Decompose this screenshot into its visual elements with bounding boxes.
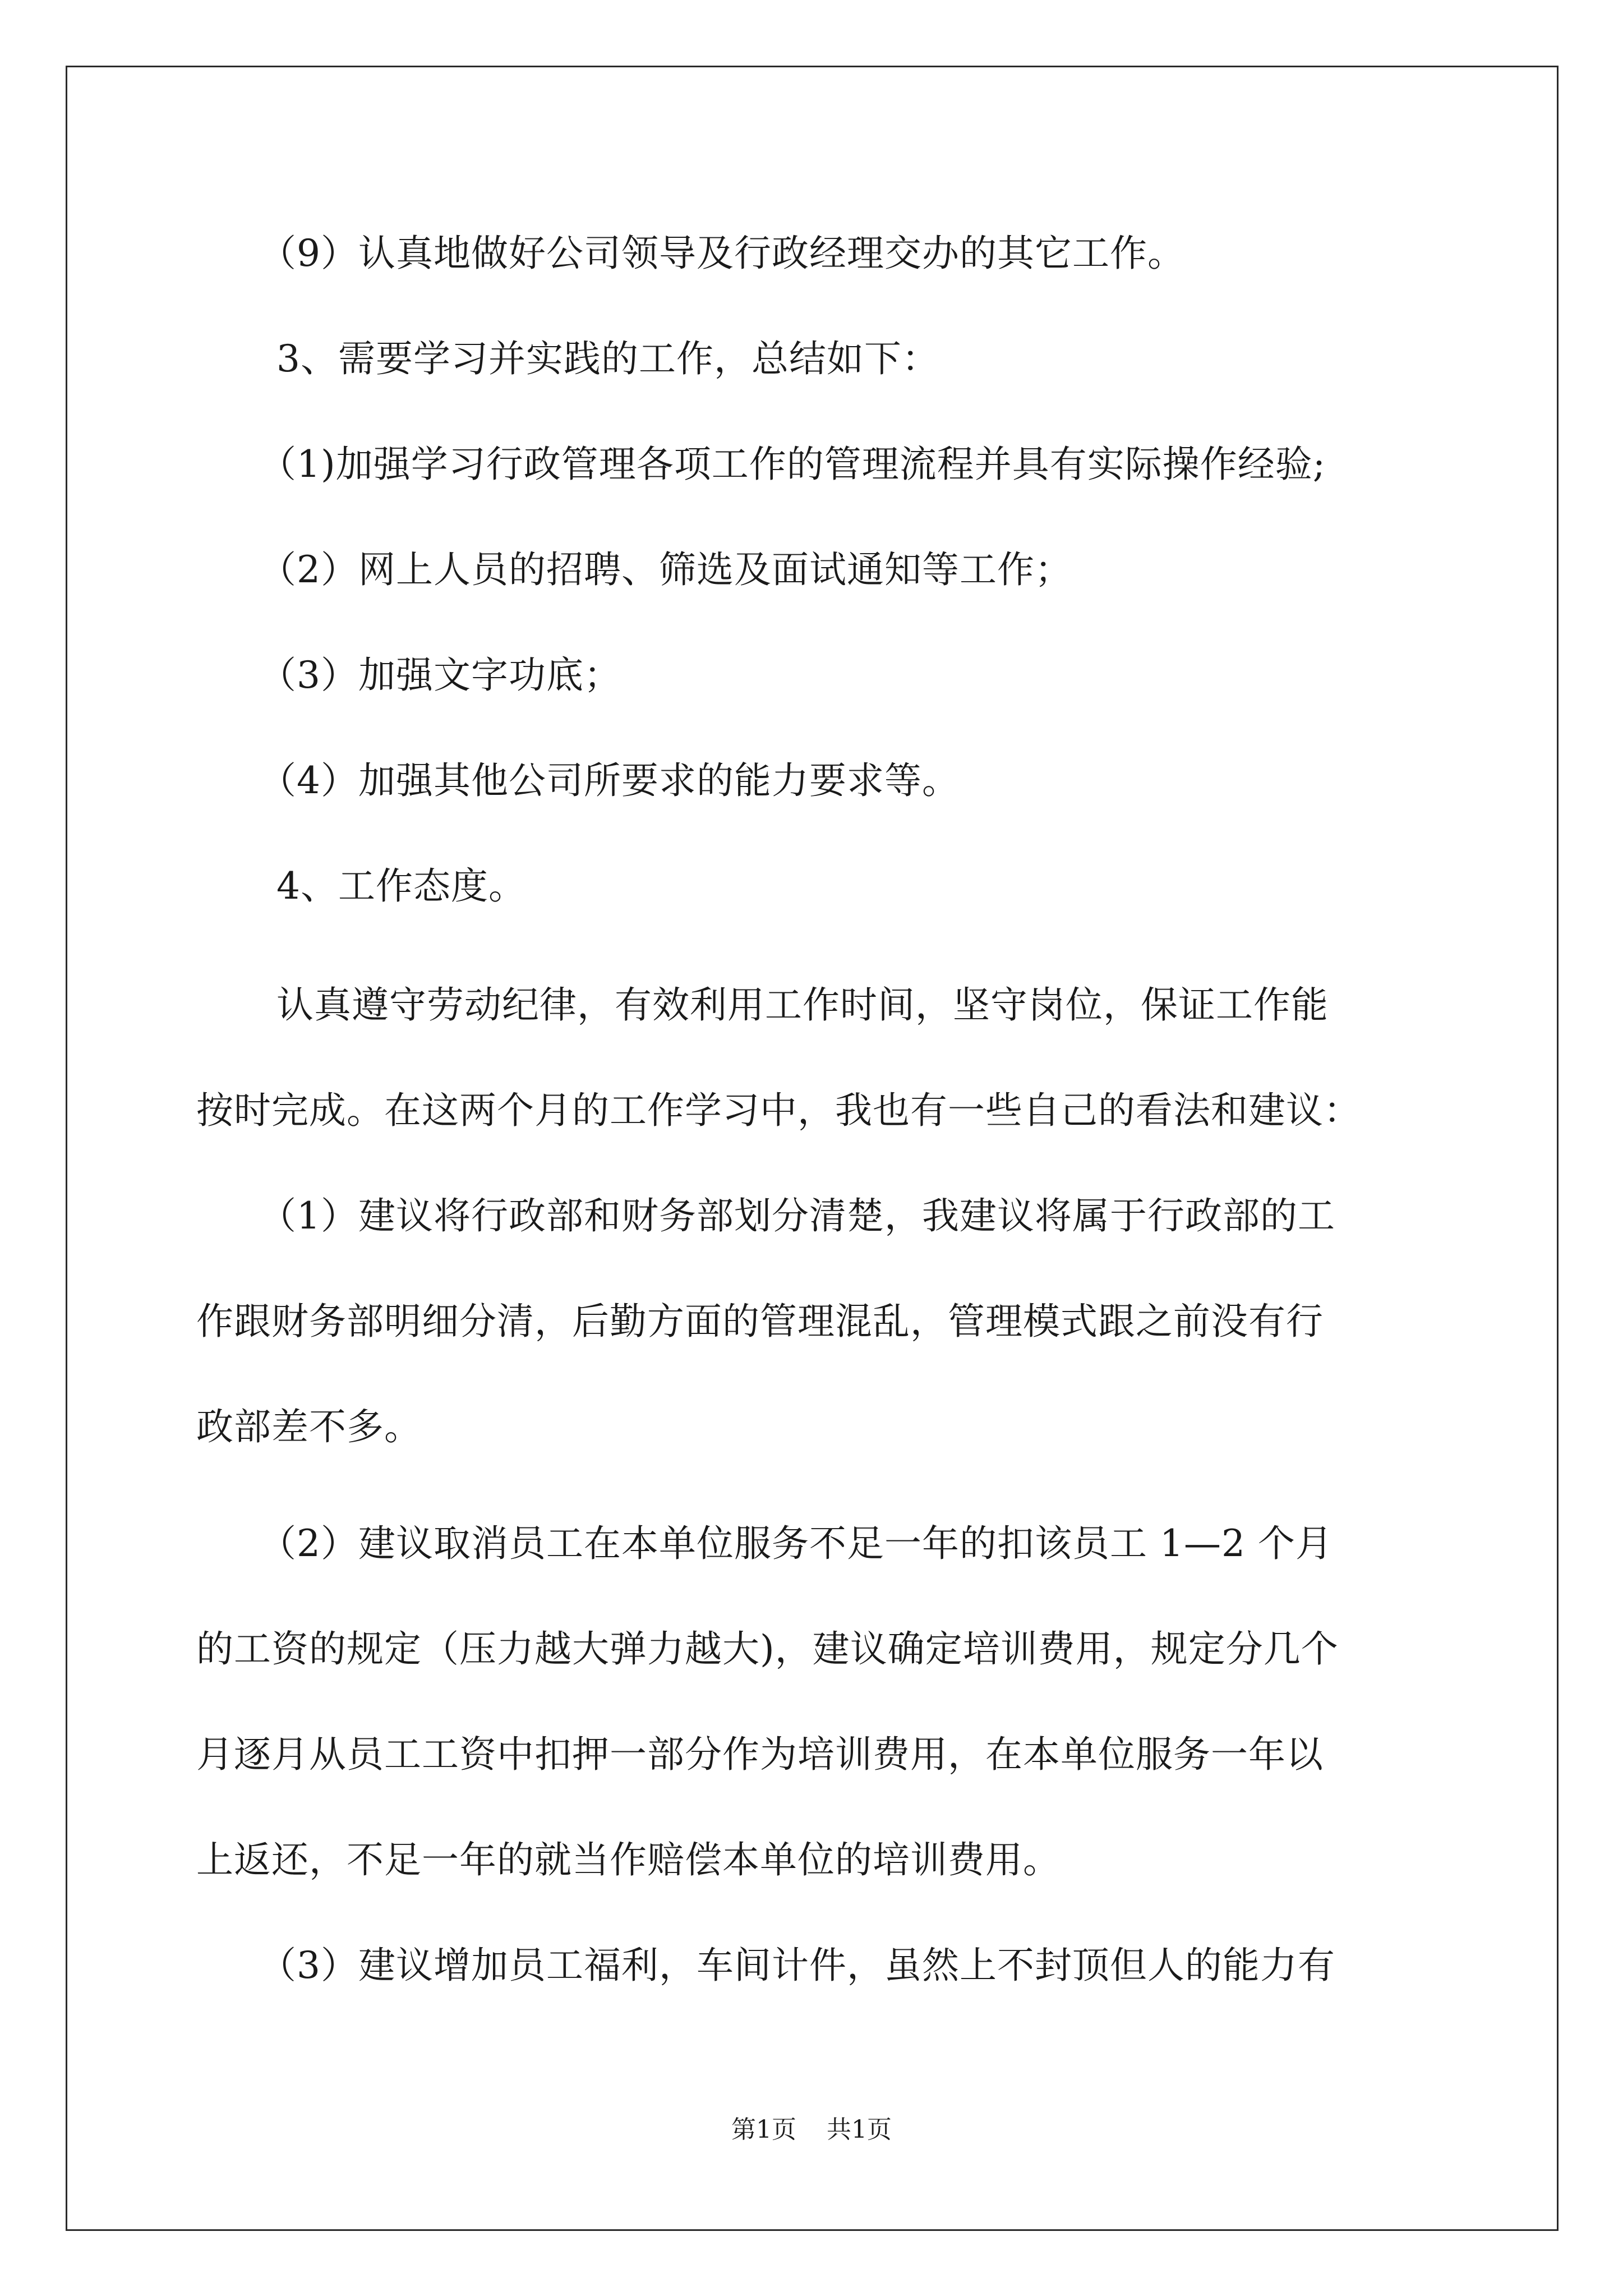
text-line: 3、需要学习并实践的工作，总结如下： — [276, 337, 939, 380]
page-footer — [0, 2113, 1623, 2147]
text-line: （2）建议取消员工在本单位服务不足一年的扣该员工 1—2 个月 — [259, 1522, 1333, 1565]
text-line: 认真遵守劳动纪律，有效利用工作时间，坚守岗位，保证工作能 — [276, 983, 1329, 1027]
text-line: 上返还，不足一年的就当作赔偿本单位的培训费用。 — [196, 1838, 1061, 1881]
text-line: （3）建议增加员工福利，车间计件，虽然上不封顶但人的能力有 — [259, 1944, 1335, 1987]
text-line: （1)加强学习行政管理各项工作的管理流程并具有实际操作经验; — [259, 443, 1326, 486]
text-line: 的工资的规定（压力越大弹力越大)，建议确定培训费用，规定分几个 — [196, 1627, 1339, 1671]
text-line: （9）认真地做好公司领导及行政经理交办的其它工作。 — [259, 232, 1185, 275]
text-line: （2）网上人员的招聘、筛选及面试通知等工作； — [259, 548, 1072, 591]
text-line: 按时完成。在这两个月的工作学习中，我也有一些自己的看法和建议： — [196, 1089, 1361, 1132]
text-line: （4）加强其他公司所要求的能力要求等。 — [259, 759, 960, 802]
text-line: 作跟财务部明细分清，后勤方面的管理混乱，管理模式跟之前没有行 — [196, 1300, 1324, 1343]
text-line: 政部差不多。 — [196, 1405, 422, 1448]
page-count: 共1页 — [827, 2115, 892, 2144]
text-line: （1）建议将行政部和财务部划分清楚，我建议将属于行政部的工 — [259, 1194, 1335, 1237]
text-line: （3）加强文字功底； — [259, 654, 621, 697]
page-border — [66, 66, 1559, 2231]
text-line: 月逐月从员工工资中扣押一部分作为培训费用，在本单位服务一年以 — [196, 1733, 1324, 1776]
page-number: 第1页 — [731, 2115, 796, 2144]
text-line: 4、工作态度。 — [276, 864, 526, 908]
